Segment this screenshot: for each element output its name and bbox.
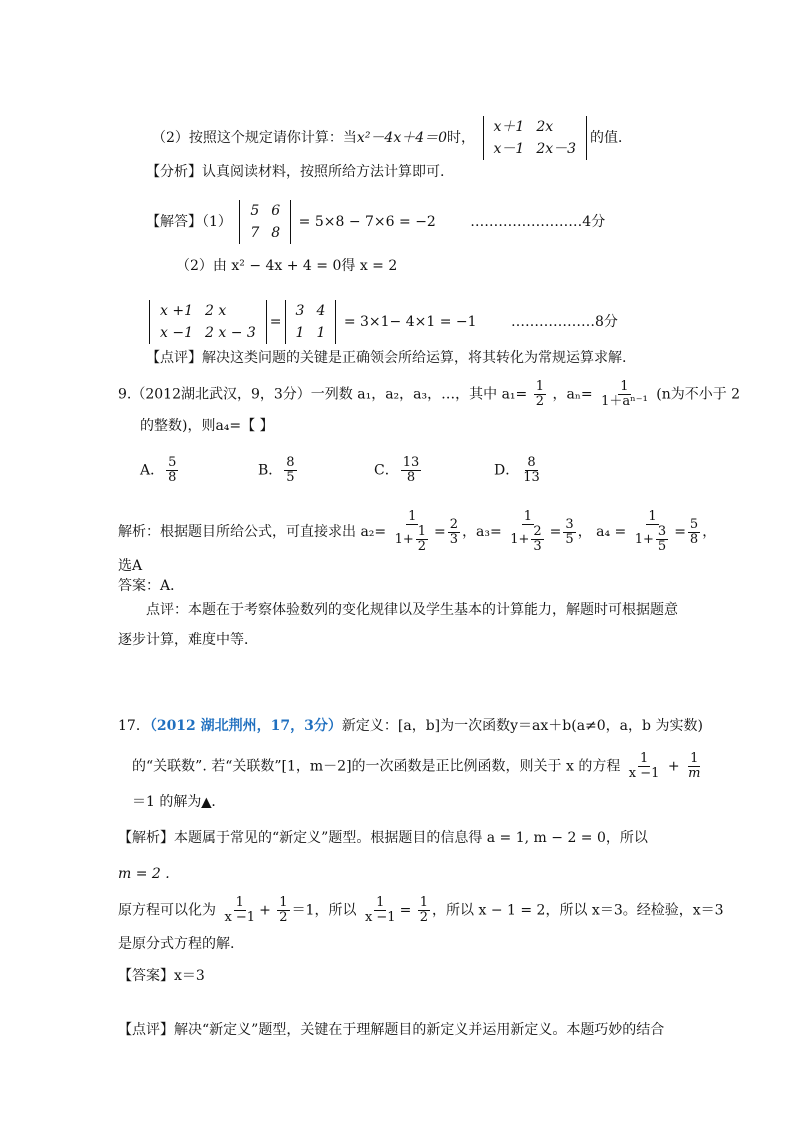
det-cell: 7 [250, 225, 260, 241]
q8-analysis: 【分析】认真阅读材料，按照所给方法计算即可. [146, 164, 445, 180]
det-cell: 2 x − 3 [204, 325, 256, 341]
numerator: 1 [620, 379, 629, 394]
denominator: x −1 [224, 910, 256, 925]
q8-part2-prefix: （2）按照这个规定请你计算：当 [152, 130, 357, 146]
q9-head [118, 380, 740, 409]
q9-a4-label: ， a₄ = [577, 524, 627, 540]
numerator: 3 [565, 516, 574, 532]
denominator: 8 [689, 531, 699, 547]
q9-a4-compound-fraction: 1 1+ $\frac{3}{5}$ [634, 509, 667, 554]
numerator: 5 [689, 516, 699, 532]
numerator: 1 [690, 751, 699, 766]
q9-comment-line1: 点评：本题在于考察体验数列的变化规律以及学生基本的计算能力，解题时可根据题意 [146, 602, 678, 618]
det-cell: 3 [295, 303, 305, 319]
det-cell: 4 [316, 303, 326, 319]
q17-comment: 【点评】解决“新定义”题型，关键在于理解题目的新定义并运用新定义。本题巧妙的结合 [118, 1022, 665, 1038]
option-label: C． [374, 462, 399, 479]
numerator: 1 [376, 895, 385, 910]
det-cell: 1 [295, 325, 305, 341]
q17-line3 [132, 792, 225, 813]
q8-answer1-determinant [239, 200, 291, 244]
numerator: 5 [168, 455, 177, 470]
denominator: 5 [565, 531, 574, 547]
denominator: 8 [406, 470, 416, 485]
det-cell: 1 [316, 325, 326, 341]
q8-answer2-line: （2）由 x² − 4x + 4 = 0得 x = 2 [176, 258, 398, 274]
q8-answer1-calc: = 5×8 − 7×6 = −2 [298, 214, 436, 230]
q9-a2-compound-fraction: 1 1+ $\frac{1}{2}$ [394, 509, 427, 554]
q8-part2-mid: 时， [447, 130, 476, 146]
denominator: 2 [535, 394, 545, 409]
denominator: m [688, 766, 701, 781]
denominator: 13 [523, 470, 540, 485]
q17-plus: + [667, 758, 680, 775]
q17-line3-pre: ＝1 的解为 [132, 794, 202, 810]
q9-a3-label: ，a₃= [462, 524, 502, 540]
q9-option-c [374, 456, 494, 485]
q17-line2 [132, 752, 704, 781]
numerator: 1 [419, 895, 429, 910]
q9-head-text: 9.（2012湖北武汉，9，3分）一列数 a₁，a₂，a₃，…，其中 a₁= [118, 386, 528, 403]
det-cell: 2x [536, 119, 554, 135]
det-cell: 2 x [204, 303, 227, 319]
q17-equation-line: 原方程可以化为 $\frac{1}{x -1}$ + $\frac{1}{2}$ ＝1，所以 $\frac{1}{x -1}$ = $\frac{1}{2}$ ，所以 x − 1 = 2，所以 x＝3。经检验，x＝3 [118, 895, 724, 925]
q17-eq-fraction-a [222, 896, 257, 925]
denominator: 8 [168, 470, 177, 485]
denominator: 3 [449, 531, 459, 547]
det-cell: x −1 [160, 325, 193, 341]
q9-a4-result [688, 518, 700, 547]
q9-answer: 答案：A． [118, 578, 185, 594]
q8-answer2-calc-line: x +1 2 x x −1 2 x − 3 = 3 4 1 1 = 3×1− 4×1 = −1 ………………8分 [146, 300, 618, 344]
q8-answer1-score: ……………………4分 [470, 214, 606, 230]
det-cell: 6 [271, 203, 281, 219]
det-cell: x +1 [160, 303, 193, 319]
numerator: 1 [279, 895, 288, 910]
numerator: 1 [235, 895, 244, 910]
det-cell: 5 [250, 203, 260, 219]
q8-answer2-score: ………………8分 [511, 314, 618, 330]
q17-eq-mid: ＝1，所以 [291, 902, 357, 919]
q8-answer-tag: 【解答】（1） [146, 214, 232, 230]
numerator: 2 [449, 516, 459, 532]
q17-line3-post: ． [211, 794, 226, 810]
numerator: 13 [402, 455, 420, 470]
q8-answer2-determinant-b [285, 300, 337, 344]
q9-option-b [258, 456, 374, 485]
q17-analysis-line2: m = 2 . [118, 866, 170, 882]
q8-determinant [483, 116, 588, 160]
q17-eq-line2: 是原分式方程的解. [118, 936, 235, 952]
q9-a3-result [563, 518, 575, 547]
q9-option-d [494, 456, 574, 485]
q9-option-a [140, 456, 258, 485]
q9-line2: 的整数)，则a₄=【 】 [140, 418, 274, 434]
option-label: B． [258, 462, 283, 479]
q8-part2-equation: x²－4x＋4＝0 [356, 130, 448, 146]
q8-answer1-line [146, 200, 605, 244]
q9-head-tail: (n为不小于 2 [656, 386, 741, 403]
q9-an-label: ，aₙ= [552, 386, 593, 403]
q9-an-fraction [599, 380, 650, 409]
numerator: 8 [286, 455, 295, 470]
q17-number: 17． [118, 718, 150, 734]
denominator: 2 [279, 910, 288, 925]
numerator: 1 [639, 751, 649, 766]
q17-eq-fraction-c [363, 896, 398, 925]
det-cell: 2x－3 [536, 141, 577, 157]
det-cell: x－1 [493, 141, 525, 157]
q17-eq-fraction-b [277, 896, 289, 925]
q9-choose: 选A [118, 558, 143, 574]
numerator: 8 [527, 455, 536, 470]
det-cell: x＋1 [493, 119, 525, 135]
numerator: 1 [535, 379, 545, 394]
q17-answer: 【答案】x＝3 [118, 968, 205, 984]
q9-a2-result [448, 518, 460, 547]
denominator: 5 [286, 470, 295, 485]
option-label: A． [140, 462, 165, 479]
q9-a3-compound-fraction: 1 1+ $\frac{2}{3}$ [510, 509, 542, 554]
q17-source: （2012 湖北荆州，17，3分） [149, 718, 342, 734]
q9-a1-fraction [534, 380, 546, 409]
q17-line1 [118, 716, 703, 736]
denominator: x −1 [628, 766, 660, 781]
q8-answer2-determinant-a [149, 300, 267, 344]
q8-comment: 【点评】解决这类问题的关键是正确领会所给运算，将其转化为常规运算求解. [146, 350, 627, 366]
q17-line2-text: 的“关联数”. 若“关联数”[1，m－2]的一次函数是正比例函数，则关于 x 的方程 [132, 758, 621, 775]
q17-blank: ▲ [201, 795, 212, 810]
q9-sol-prefix: 解析：根据题目所给公式，可直接求出 a₂= [118, 524, 387, 540]
q17-analysis-line1: 【解析】本题属于常见的“新定义”题型。根据题目的信息得 a = 1, m − 2 = 0，所以 [118, 830, 648, 846]
denominator: 1＋aⁿ⁻¹ [601, 394, 648, 409]
q17-fraction-2 [686, 752, 702, 781]
q17-eq-fraction-d [418, 896, 430, 925]
q9-comment-line2: 逐步计算，难度中等． [118, 632, 258, 648]
q17-eq-post: ，所以 x − 1 = 2，所以 x＝3。经检验，x＝3 [432, 902, 724, 919]
q8-answer2-calc: = 3×1− 4×1 = −1 [343, 314, 477, 330]
denominator: 2 [419, 910, 429, 925]
q17-fraction-1 [627, 752, 662, 781]
q17-eq-pre: 原方程可以化为 [118, 902, 216, 919]
q17-line1-text: 新定义：[a，b]为一次函数y＝ax＋b(a≠0，a，b 为实数) [341, 718, 703, 734]
denominator: x −1 [364, 910, 396, 925]
q9-solution: 解析：根据题目所给公式，可直接求出 a₂= 1 1+ $\frac{1}{2}$ = $\frac{2}{3}$ ，a₃= 1 1+ $\frac{2}{3}$ = $\frac{3}{5}$ ， a₄ = 1 1+ $\frac{3}{5}$ = $\frac{5}{8}$ ， [118, 509, 717, 554]
q8-part2-line [152, 116, 632, 160]
q9-options [140, 456, 574, 485]
option-label: D． [494, 462, 520, 479]
q8-part2-suffix: 的值． [590, 130, 633, 146]
det-cell: 8 [271, 225, 281, 241]
